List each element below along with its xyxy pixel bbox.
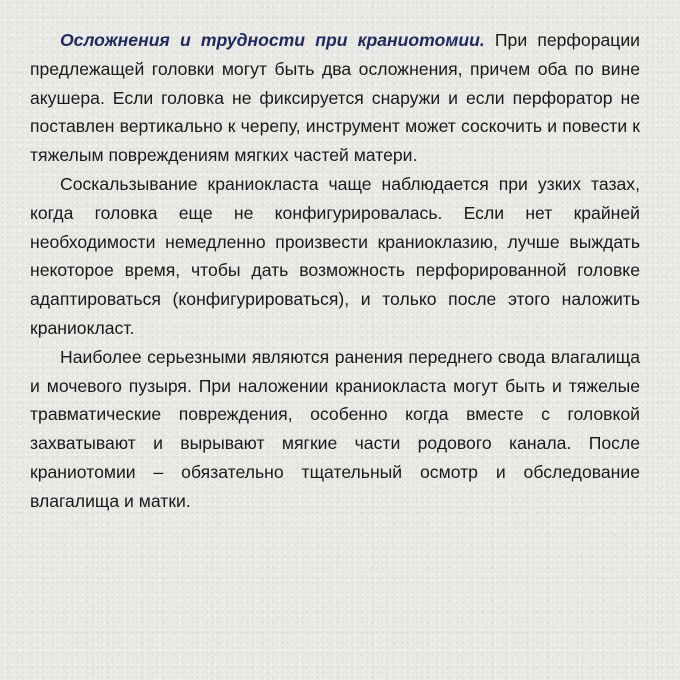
paragraph-3: Наиболее серьезными являются ранения переднего свода влагалища и мочевого пузыря. При наложении краниокласта могут быть и тяжелые травматические повреждения, особенно когда вместе с головкой захватывают и вырывают мягкие части родового канала. После краниотомии – обязательно тщательный осмотр и обследование влагалища и матки. — [30, 346, 640, 511]
paragraph-2: Соскальзывание краниокласта чаще наблюдается при узких тазах, когда головка еще не конфигурировалась. Если нет крайней необходимости немедленно произвести краниоклазию, лучше выждать некоторое время, чтобы дать возможность перфорированной головке адаптироваться (конфигурироваться), и только после этого наложить краниокласт. — [30, 173, 640, 338]
paragraph-1 — [30, 26, 640, 170]
section-heading: Осложнения и трудности при краниотомии. — [60, 30, 485, 50]
paragraph-1-text: При перфорации предлежащей головки могут быть два осложнения, причем оба по вине акушера. Если головка не фиксируется снаружи и если перфоратор не поставлен вертикально к черепу, инструмент может соскочить и повести к тяжелым повреждениям мягких частей матери. — [30, 30, 640, 166]
document-body — [30, 26, 640, 516]
